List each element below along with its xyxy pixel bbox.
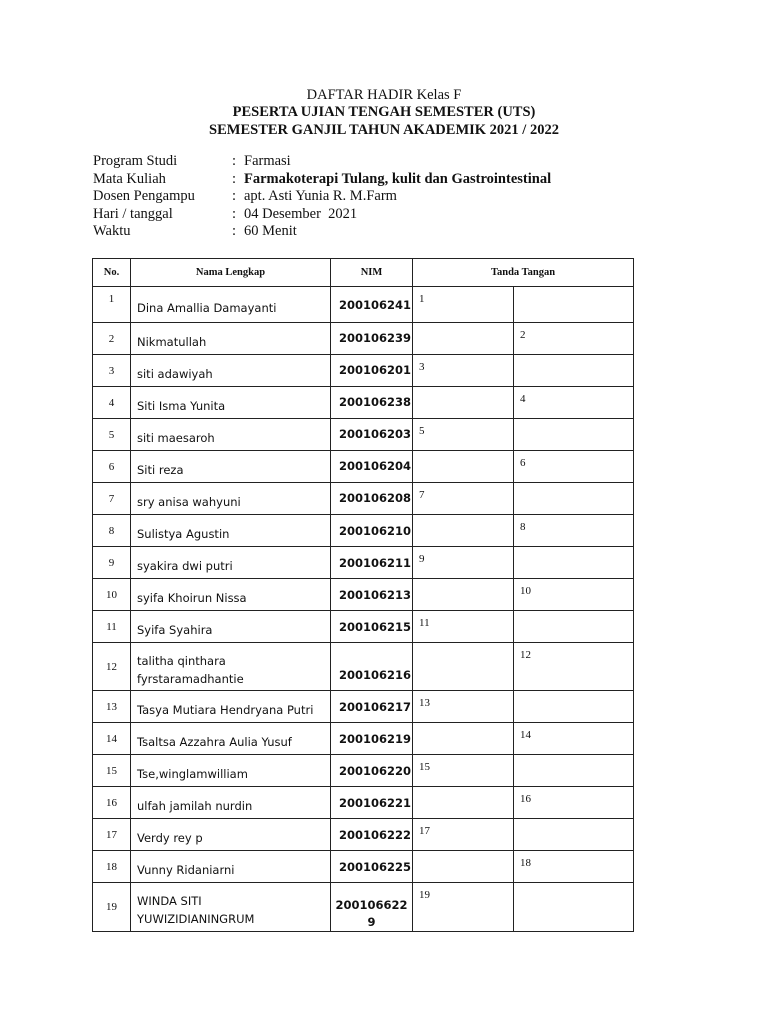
signature-left: 7 xyxy=(413,483,514,515)
signature-left: 3 xyxy=(413,355,514,387)
signature-left: 17 xyxy=(413,819,514,851)
student-name xyxy=(131,883,331,932)
document-title: DAFTAR HADIR Kelas F xyxy=(306,87,462,103)
student-name: ulfah jamilah nurdin xyxy=(131,787,331,819)
row-number: 2 xyxy=(93,323,131,355)
table-header-row xyxy=(93,259,634,287)
table-row xyxy=(93,547,634,579)
signature-left xyxy=(413,323,514,355)
student-name-line1: talitha qinthara xyxy=(137,653,226,668)
row-number: 15 xyxy=(93,755,131,787)
signature-left xyxy=(413,451,514,483)
info-separator: : xyxy=(232,188,237,205)
info-label: Waktu xyxy=(93,223,131,240)
row-number: 18 xyxy=(93,851,131,883)
signature-left xyxy=(413,723,514,755)
student-name: syifa Khoirun Nissa xyxy=(131,579,331,611)
row-number: 5 xyxy=(93,419,131,451)
info-label: Hari / tanggal xyxy=(93,205,173,222)
signature-left: 19 xyxy=(413,883,514,932)
student-nim: 200106204 xyxy=(331,451,413,483)
student-name: Tsaltsa Azzahra Aulia Yusuf xyxy=(131,723,331,755)
signature-right: 6 xyxy=(514,451,634,483)
student-name: Tse,winglamwilliam xyxy=(131,755,331,787)
signature-right: 16 xyxy=(514,787,634,819)
table-row xyxy=(93,883,634,932)
signature-right: 14 xyxy=(514,723,634,755)
student-name-line2: fyrstaramadhantie xyxy=(137,671,244,686)
signature-left xyxy=(413,851,514,883)
table-row xyxy=(93,787,634,819)
signature-right: 18 xyxy=(514,851,634,883)
signature-left xyxy=(413,787,514,819)
table-row xyxy=(93,483,634,515)
student-nim: 200106211 xyxy=(331,547,413,579)
row-number: 4 xyxy=(93,387,131,419)
row-number: 14 xyxy=(93,723,131,755)
table-row xyxy=(93,515,634,547)
signature-right xyxy=(514,755,634,787)
signature-left: 5 xyxy=(413,419,514,451)
signature-right xyxy=(514,547,634,579)
student-name-line1: WINDA SITI xyxy=(137,894,202,908)
signature-right xyxy=(514,419,634,451)
signature-right xyxy=(514,883,634,932)
document-subtitle: PESERTA UJIAN TENGAH SEMESTER (UTS) xyxy=(232,104,536,120)
signature-left xyxy=(413,579,514,611)
row-number: 9 xyxy=(93,547,131,579)
info-value: 60 Menit xyxy=(244,223,297,240)
table-row xyxy=(93,819,634,851)
info-value: apt. Asti Yunia R. M.Farm xyxy=(244,188,397,205)
table-row xyxy=(93,611,634,643)
student-nim: 200106221 xyxy=(331,787,413,819)
row-number: 1 xyxy=(93,287,131,323)
student-name: Tasya Mutiara Hendryana Putri xyxy=(131,691,331,723)
student-name xyxy=(131,643,331,691)
header-no: No. xyxy=(93,259,131,287)
signature-right: 10 xyxy=(514,579,634,611)
student-nim: 200106220 xyxy=(331,755,413,787)
table-row xyxy=(93,451,634,483)
signature-right xyxy=(514,819,634,851)
row-number: 19 xyxy=(93,883,131,932)
student-nim: 200106203 xyxy=(331,419,413,451)
student-name: Vunny Ridaniarni xyxy=(131,851,331,883)
signature-left: 9 xyxy=(413,547,514,579)
signature-right xyxy=(514,611,634,643)
student-nim: 200106241 xyxy=(331,287,413,323)
row-number: 12 xyxy=(93,643,131,691)
row-number: 8 xyxy=(93,515,131,547)
info-separator: : xyxy=(232,170,237,187)
table-row xyxy=(93,287,634,323)
student-name: Siti Isma Yunita xyxy=(131,387,331,419)
info-label: Dosen Pengampu xyxy=(93,188,195,205)
row-number: 17 xyxy=(93,819,131,851)
info-separator: : xyxy=(232,223,237,240)
signature-right: 12 xyxy=(514,643,634,691)
signature-right: 4 xyxy=(514,387,634,419)
row-number: 3 xyxy=(93,355,131,387)
signature-left: 15 xyxy=(413,755,514,787)
row-number: 6 xyxy=(93,451,131,483)
info-value: Farmakoterapi Tulang, kulit dan Gastrointestinal xyxy=(244,170,552,187)
student-nim: 200106201 xyxy=(331,355,413,387)
signature-right xyxy=(514,287,634,323)
student-name: syakira dwi putri xyxy=(131,547,331,579)
student-nim: 200106217 xyxy=(331,691,413,723)
signature-right xyxy=(514,691,634,723)
student-name: Nikmatullah xyxy=(131,323,331,355)
student-nim: 200106219 xyxy=(331,723,413,755)
student-nim: 200106213 xyxy=(331,579,413,611)
header-name: Nama Lengkap xyxy=(131,259,331,287)
signature-right: 2 xyxy=(514,323,634,355)
row-number: 7 xyxy=(93,483,131,515)
signature-left xyxy=(413,643,514,691)
student-nim: 200106225 xyxy=(331,851,413,883)
signature-left xyxy=(413,515,514,547)
signature-left: 13 xyxy=(413,691,514,723)
table-row xyxy=(93,691,634,723)
info-separator: : xyxy=(232,153,237,169)
student-name: sry anisa wahyuni xyxy=(131,483,331,515)
student-name: Sulistya Agustin xyxy=(131,515,331,547)
signature-left: 1 xyxy=(413,287,514,323)
row-number: 10 xyxy=(93,579,131,611)
student-name: Verdy rey p xyxy=(131,819,331,851)
student-nim-line2: 9 xyxy=(367,915,376,929)
student-name: Siti reza xyxy=(131,451,331,483)
student-nim: 200106208 xyxy=(331,483,413,515)
row-number: 16 xyxy=(93,787,131,819)
student-name: siti adawiyah xyxy=(131,355,331,387)
student-nim: 200106222 xyxy=(331,819,413,851)
info-value: Farmasi xyxy=(244,153,291,169)
document-semester: SEMESTER GANJIL TAHUN AKADEMIK 2021 / 2022 xyxy=(209,122,559,138)
signature-right xyxy=(514,483,634,515)
student-name-line2: YUWIZIDIANINGRUM xyxy=(137,912,255,926)
header-nim: NIM xyxy=(331,259,413,287)
signature-left xyxy=(413,387,514,419)
row-number: 13 xyxy=(93,691,131,723)
student-name: siti maesaroh xyxy=(131,419,331,451)
header-signature: Tanda Tangan xyxy=(413,259,634,287)
student-name: Dina Amallia Damayanti xyxy=(131,287,331,323)
info-value: 04 Desember 2021 xyxy=(244,205,358,222)
student-nim xyxy=(331,883,413,932)
table-row xyxy=(93,643,634,691)
info-label: Program Studi xyxy=(93,153,178,169)
student-nim-line1: 200106622 xyxy=(335,898,408,912)
table-row xyxy=(93,579,634,611)
info-separator: : xyxy=(232,205,237,222)
table-row xyxy=(93,419,634,451)
student-nim: 200106238 xyxy=(331,387,413,419)
table-row xyxy=(93,323,634,355)
student-nim: 200106210 xyxy=(331,515,413,547)
info-label: Mata Kuliah xyxy=(93,170,166,187)
attendance-table xyxy=(92,258,634,932)
signature-right: 8 xyxy=(514,515,634,547)
signature-left: 11 xyxy=(413,611,514,643)
signature-right xyxy=(514,355,634,387)
student-nim: 200106239 xyxy=(331,323,413,355)
row-number: 11 xyxy=(93,611,131,643)
table-row xyxy=(93,387,634,419)
table-row xyxy=(93,755,634,787)
table-row xyxy=(93,723,634,755)
student-nim: 200106215 xyxy=(331,611,413,643)
student-nim: 200106216 xyxy=(331,643,413,691)
table-row xyxy=(93,355,634,387)
student-name: Syifa Syahira xyxy=(131,611,331,643)
table-row xyxy=(93,851,634,883)
